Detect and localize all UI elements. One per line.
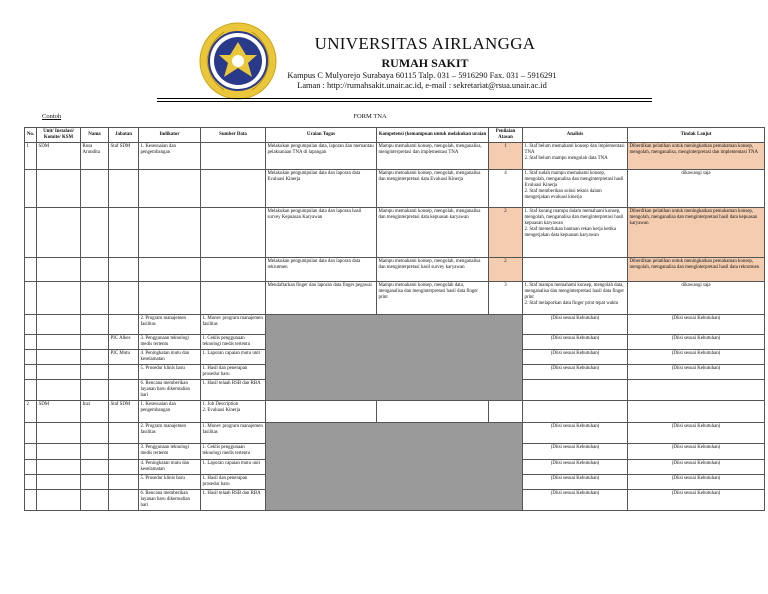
university-name: UNIVERSITAS AIRLANGGA	[314, 34, 536, 53]
cell-jabatan	[109, 365, 139, 380]
cell-sumber	[201, 282, 266, 315]
col-analisis: Analisis	[523, 128, 628, 143]
cell-sumber	[201, 170, 266, 208]
cell-indikator: 5. Prosedur klinis baru	[139, 365, 201, 380]
cell-no	[25, 208, 37, 258]
header-rule	[157, 98, 652, 99]
gray-block	[266, 423, 523, 511]
cell-analisis: (Diisi sesuai Kebutuhan)	[523, 315, 628, 335]
cell-no	[25, 380, 37, 401]
cell-tindak-lanjut: (Diisi sesuai Kebutuhan)	[628, 335, 765, 350]
cell-sumber: 1. Monev program manajemen fasilitas	[201, 315, 266, 335]
cell-nama	[81, 475, 109, 490]
cell-unit	[37, 490, 81, 511]
cell-indikator	[139, 258, 201, 282]
cell-nama: Inzi	[81, 401, 109, 423]
tna-table	[24, 127, 765, 511]
form-title: FORM TNA	[353, 113, 387, 120]
cell-analisis	[523, 380, 628, 401]
table-row	[25, 170, 765, 208]
cell-penilaian: 4	[489, 170, 523, 208]
cell-unit	[37, 444, 81, 460]
example-label: Contoh	[42, 113, 62, 120]
cell-sumber: 1. Hasil dan penerapan prosedur baru	[201, 475, 266, 490]
cell-jabatan	[109, 490, 139, 511]
cell-indikator	[139, 170, 201, 208]
cell-unit	[37, 423, 81, 444]
cell-nama: Rosa Arundita	[81, 143, 109, 170]
cell-tindak-lanjut	[628, 380, 765, 401]
table-row	[25, 423, 765, 444]
cell-kompetensi: Mampu memahami konsep, mengolah, menganalisa dan menginterpretasi data kepuasan karyawan	[377, 208, 489, 258]
col-unit: Unit/ Instalasi/ Komite/ KSM	[37, 128, 81, 143]
web-line: Laman : http://rumahsakit.unair.ac.id, e-mail : sekretariat@rsua.unair.ac.id	[297, 81, 547, 90]
address-block	[262, 71, 582, 91]
col-penilaian: Penilaian Atasan	[489, 128, 523, 143]
col-no: No.	[25, 128, 37, 143]
cell-tindak-lanjut: Diberdikan pelatihan untuk meningkatkan pemahaman konsep, mengolah, menganalisa, menginterpretasi dan implementasi TNA	[628, 143, 765, 170]
col-uraian: Uraian Tugas	[266, 128, 377, 143]
unit-name: RUMAH SAKIT	[381, 56, 469, 70]
cell-tindak-lanjut: (Diisi sesuai Kebutuhan)	[628, 490, 765, 511]
cell-indikator: 6. Rencana memberikan layanan baru dikemudian hari	[139, 380, 201, 401]
cell-unit	[37, 208, 81, 258]
cell-indikator: 6. Rencana memberikan layanan baru dikemudian hari	[139, 490, 201, 511]
cell-uraian: Melakukan pengumpulan data dan laporan hasil survey Kepuasan Karyawan	[266, 208, 377, 258]
table-row	[25, 258, 765, 282]
col-kompetensi: Kompetensi (kemampuan untuk melakukan uraian	[377, 128, 489, 143]
cell-no	[25, 423, 37, 444]
table-row	[25, 401, 765, 423]
cell-nama	[81, 258, 109, 282]
cell-unit	[37, 170, 81, 208]
cell-tindak-lanjut: Diberdikan pelatihan untuk meningkatkan pemahaman konsep, mengolah, menganalisa dan menginterpretasi hasil data kepuasan karyawan	[628, 208, 765, 258]
cell-indikator: 5. Prosedur klinis baru	[139, 475, 201, 490]
header-rule-thin	[157, 101, 652, 102]
cell-sumber: 1. Hasil telaah RSB dan RBA	[201, 490, 266, 511]
cell-jabatan: Staf SDM	[109, 401, 139, 423]
cell-indikator: 2. Program manajemen fasilitas	[139, 315, 201, 335]
table-body	[25, 143, 765, 511]
cell-jabatan	[109, 258, 139, 282]
cell-sumber: 1. Laporan capaian mutu unit	[201, 350, 266, 365]
cell-no	[25, 170, 37, 208]
cell-analisis	[523, 401, 628, 423]
cell-analisis: (Diisi sesuai Kebutuhan)	[523, 490, 628, 511]
cell-no	[25, 365, 37, 380]
cell-sumber: 1. Hasil dan penerapan prosedur baru	[201, 365, 266, 380]
cell-indikator: 2. Program manajemen fasilitas	[139, 423, 201, 444]
cell-no	[25, 258, 37, 282]
cell-sumber	[201, 208, 266, 258]
cell-analisis: (Diisi sesuai Kebutuhan)	[523, 423, 628, 444]
table-header-row	[25, 128, 765, 143]
cell-penilaian: 3	[489, 282, 523, 315]
cell-no	[25, 475, 37, 490]
cell-unit	[37, 258, 81, 282]
cell-unit	[37, 365, 81, 380]
cell-uraian	[266, 401, 377, 423]
cell-jabatan	[109, 208, 139, 258]
cell-tindak-lanjut: (Diisi sesuai Kebutuhan)	[628, 460, 765, 475]
cell-unit	[37, 315, 81, 335]
cell-no	[25, 315, 37, 335]
cell-analisis: (Diisi sesuai Kebutuhan)	[523, 460, 628, 475]
table-row	[25, 143, 765, 170]
cell-uraian: Melakukan pengumpulan data dan laporan data rekrutmen	[266, 258, 377, 282]
cell-indikator: 4. Peningkatan mutu dan keselamatan	[139, 350, 201, 365]
cell-nama	[81, 335, 109, 350]
cell-tindak-lanjut: (Diisi sesuai Kebutuhan)	[628, 315, 765, 335]
cell-no	[25, 350, 37, 365]
cell-kompetensi: Mampu memahami konsep, mengolah, menganalisa, menginterpretasi dan implementasi TNA	[377, 143, 489, 170]
cell-nama	[81, 380, 109, 401]
cell-sumber: 1. Hasil telaah RSB dan RBA	[201, 380, 266, 401]
cell-jabatan: PIC Mutu	[109, 350, 139, 365]
cell-jabatan	[109, 460, 139, 475]
cell-unit	[37, 460, 81, 475]
table-row	[25, 208, 765, 258]
cell-sumber	[201, 258, 266, 282]
cell-jabatan: Staf SDM	[109, 143, 139, 170]
cell-nama	[81, 365, 109, 380]
cell-unit	[37, 475, 81, 490]
cell-kompetensi: Mampu memahami konsep, mengolah, menganalisa dan menginterpretasi data Evaluasi Kinerja	[377, 170, 489, 208]
cell-indikator	[139, 282, 201, 315]
col-nama: Nama	[81, 128, 109, 143]
cell-sumber	[201, 143, 266, 170]
cell-jabatan	[109, 315, 139, 335]
cell-jabatan: PIC Alkes	[109, 335, 139, 350]
cell-tindak-lanjut: Diberdikan pelatihan untuk meningkatkan pemahaman konsep, mengolah, menganalisa dan menginterpretasi hasil data rekrutmen	[628, 258, 765, 282]
cell-jabatan	[109, 380, 139, 401]
cell-sumber: 1. Job Description 2. Evaluasi Kinerja	[201, 401, 266, 423]
cell-jabatan	[109, 423, 139, 444]
cell-kompetensi	[377, 401, 489, 423]
cell-uraian: Mendaftarkan finger dan laporan data finger pegawai	[266, 282, 377, 315]
cell-nama	[81, 460, 109, 475]
col-sumber: Sumber Data	[201, 128, 266, 143]
cell-indikator: 3. Penggunaan teknologi medis tertentu	[139, 335, 201, 350]
cell-indikator: 4. Peningkatan mutu dan keselamatan	[139, 460, 201, 475]
col-indikator: Indikator	[139, 128, 201, 143]
table-row	[25, 282, 765, 315]
cell-penilaian	[489, 401, 523, 423]
cell-no	[25, 282, 37, 315]
cell-sumber: 1. Ceklis penggunaan teknologi medis tertentu	[201, 444, 266, 460]
col-jabatan: Jabatan	[109, 128, 139, 143]
cell-tindak-lanjut: (Diisi sesuai Kebutuhan)	[628, 444, 765, 460]
cell-unit	[37, 335, 81, 350]
cell-analisis: 1. Staf belum memahami konsep dan implementasi TNA 2. Staf belum mampu mengolah data TNA	[523, 143, 628, 170]
cell-jabatan	[109, 282, 139, 315]
cell-sumber: 1. Monev program manajemen fasilitas	[201, 423, 266, 444]
cell-penilaian: 2	[489, 208, 523, 258]
cell-no	[25, 490, 37, 511]
cell-nama	[81, 208, 109, 258]
cell-nama	[81, 315, 109, 335]
cell-unit	[37, 282, 81, 315]
cell-analisis: 1. Staf mampu memahami konsep, mengolah data, menganalisa dan menginterpretasi hasil data finger print 2. Staf melaporkan data finger print tepat waktu	[523, 282, 628, 315]
cell-tindak-lanjut	[628, 401, 765, 423]
cell-uraian: Melakukan pengumpulan data dan laporan data Evaluasi Kinerja	[266, 170, 377, 208]
cell-kompetensi: Mampu memahami konsep, mengolah data, menganalisa dan menginterpretasi hasil data finger print	[377, 282, 489, 315]
cell-analisis	[523, 258, 628, 282]
cell-tindak-lanjut: dikawangi saja	[628, 170, 765, 208]
cell-analisis: 1. Staf kurang mampu dalam memahami konsep, mengolah, menganalisa dan menginterpretasi hasil kepuasan karyawan 2. Staf memerlukan bantuan rekan kerja ketika mengerjakan data kepuasan karyawan	[523, 208, 628, 258]
cell-tindak-lanjut: (Diisi sesuai Kebutuhan)	[628, 350, 765, 365]
cell-tindak-lanjut: dikawangi saja	[628, 282, 765, 315]
cell-unit: SDM	[37, 143, 81, 170]
cell-kompetensi: Mampu memahami konsep, mengolah, menganalisa dan menginterpretasi hasil survey karyawan	[377, 258, 489, 282]
cell-penilaian: 1	[489, 143, 523, 170]
cell-nama	[81, 170, 109, 208]
cell-analisis: (Diisi sesuai Kebutuhan)	[523, 335, 628, 350]
letterhead	[290, 34, 560, 71]
cell-tindak-lanjut: (Diisi sesuai Kebutuhan)	[628, 423, 765, 444]
cell-indikator: 1. Kesesuaian dan pengembangan	[139, 143, 201, 170]
cell-analisis: (Diisi sesuai Kebutuhan)	[523, 444, 628, 460]
cell-jabatan	[109, 170, 139, 208]
cell-analisis: (Diisi sesuai Kebutuhan)	[523, 365, 628, 380]
cell-analisis: (Diisi sesuai Kebutuhan)	[523, 475, 628, 490]
cell-uraian: Melakukan pengumpulan data, laporan dan memantau pelaksanaan TNA di lapangan	[266, 143, 377, 170]
cell-unit: SDM	[37, 401, 81, 423]
cell-indikator: 1. Kesesuaian dan pengembangan	[139, 401, 201, 423]
cell-tindak-lanjut: (Diisi sesuai Kebutuhan)	[628, 475, 765, 490]
cell-indikator: 3. Penggunaan teknologi medis tertentu	[139, 444, 201, 460]
cell-tindak-lanjut: (Diisi sesuai Kebutuhan)	[628, 365, 765, 380]
gray-block	[266, 315, 523, 401]
cell-unit	[37, 380, 81, 401]
cell-no: 1	[25, 143, 37, 170]
cell-no: 2	[25, 401, 37, 423]
cell-nama	[81, 490, 109, 511]
cell-sumber: 1. Laporan capaian mutu unit	[201, 460, 266, 475]
cell-no	[25, 335, 37, 350]
cell-nama	[81, 423, 109, 444]
cell-nama	[81, 444, 109, 460]
cell-jabatan	[109, 444, 139, 460]
address-line: Kampus C Mulyorejo Surabaya 60115 Talp. 031 – 5916290 Fax. 031 – 5916291	[287, 71, 557, 80]
cell-indikator	[139, 208, 201, 258]
cell-no	[25, 444, 37, 460]
cell-penilaian: 2	[489, 258, 523, 282]
cell-analisis: 1. Staf sudah mampu memahami konsep, mengolah, menganalisa dan menginterpretasi hasil Evaluasi Kinerja 2. Staf memberikan solusi teknis dalam mengerjakan evaluasi kinerja	[523, 170, 628, 208]
table-row	[25, 315, 765, 335]
cell-nama	[81, 282, 109, 315]
cell-nama	[81, 350, 109, 365]
cell-jabatan	[109, 475, 139, 490]
cell-no	[25, 460, 37, 475]
col-tindak: Tindak Lanjut	[628, 128, 765, 143]
cell-sumber: 1. Ceklis penggunaan teknologi medis tertentu	[201, 335, 266, 350]
cell-analisis: (Diisi sesuai Kebutuhan)	[523, 350, 628, 365]
cell-unit	[37, 350, 81, 365]
